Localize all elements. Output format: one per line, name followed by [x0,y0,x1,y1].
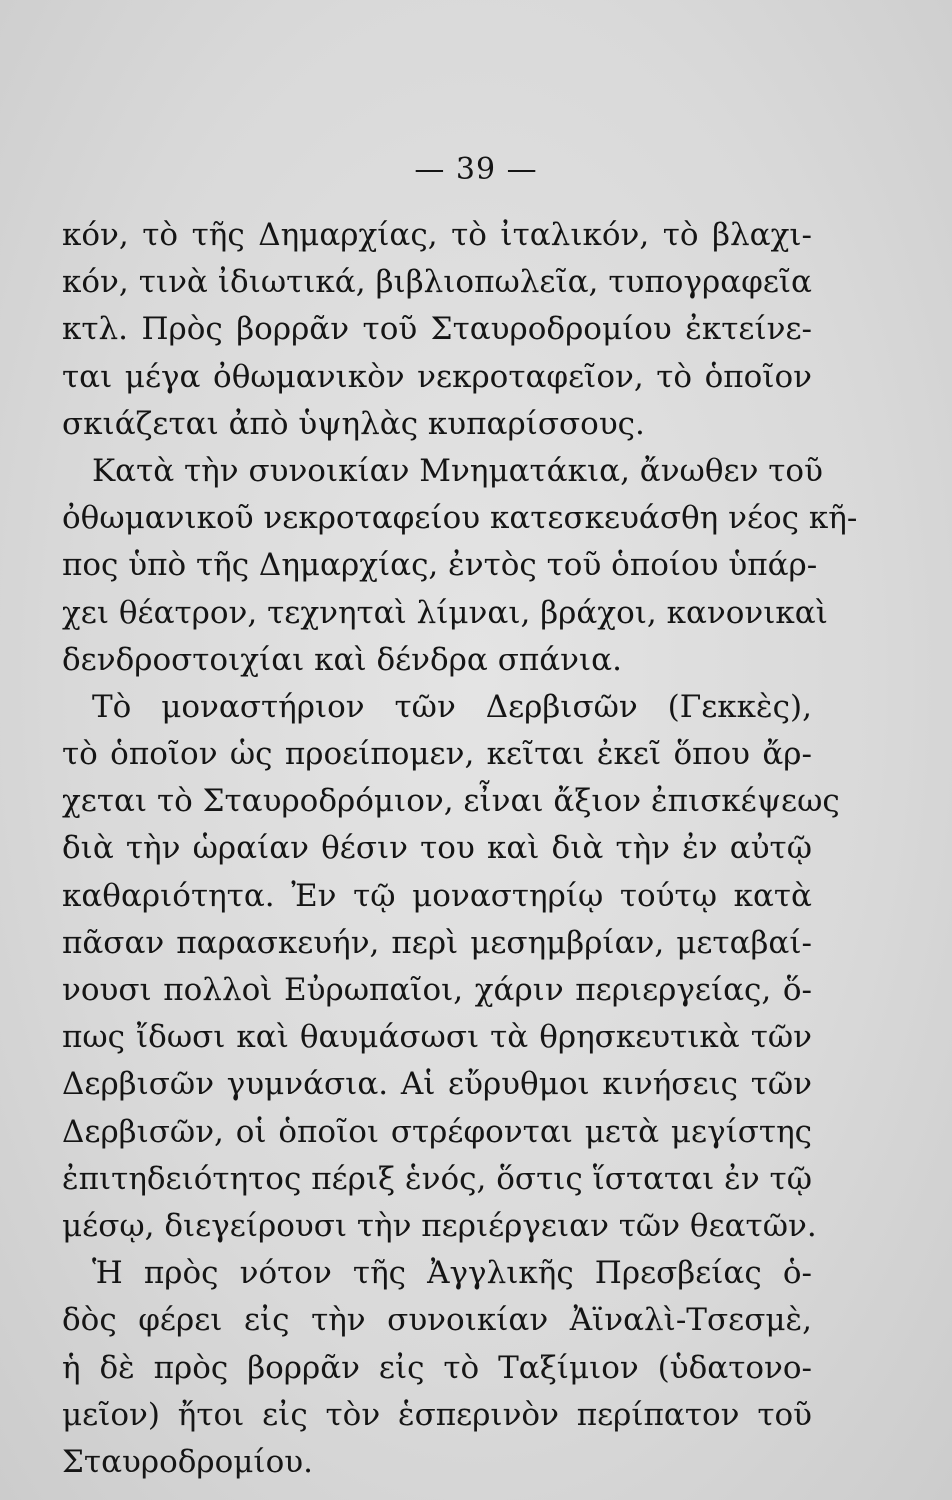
text-line: χεται τὸ Σταυροδρόμιον, εἶναι ἄξιον ἐπισκέψεως [62,783,840,820]
text-line: κτλ. Πρὸς βορρᾶν τοῦ Σταυροδρομίου ἐκτείνε- [62,311,812,348]
text-line: δὸς φέρει εἰς τὴν συνοικίαν Ἀϊναλὶ-Τσεσμὲ, [62,1302,812,1339]
paragraph-start-line: Ἡ πρὸς νότον τῆς Ἀγγλικῆς Πρεσβείας ὁ- [92,1255,812,1292]
text-line: νουσι πολλοὶ Εὐρωπαῖοι, χάριν περιεργείας, ὅ- [62,972,812,1008]
page-number: — 39 — [414,152,538,187]
text-line: διὰ τὴν ὡραίαν θέσιν του καὶ διὰ τὴν ἐν αὐτῷ [62,830,812,867]
text-line: μέσῳ, διεγείρουσι τὴν περιέργειαν τῶν θεατῶν. [62,1207,817,1244]
text-line: κόν, τινὰ ἰδιωτικά, βιβλιοπωλεῖα, τυπογραφεῖα [62,264,812,301]
text-line: χει θέατρον, τεχνηταὶ λίμναι, βράχοι, κανονικαὶ [62,594,828,631]
text-line: Δερβισῶν γυμνάσια. Αἱ εὔρυθμοι κινήσεις τῶν [62,1066,812,1103]
text-line: δενδροστοιχίαι καὶ δένδρα σπάνια. [62,641,622,678]
text-line: ὀθωμανικοῦ νεκροταφείου κατεσκευάσθη νέος κῆ- [62,500,858,537]
paragraph-start-line: Κατὰ τὴν συνοικίαν Μνηματάκια, ἄνωθεν τοῦ [92,452,823,489]
paragraph-start-line: Τὸ μοναστήριον τῶν Δερβισῶν (Γεκκὲς), [92,688,812,725]
text-line: καθαριότητα. Ἐν τῷ μοναστηρίῳ τούτῳ κατὰ [62,877,812,914]
text-line: πως ἴδωσι καὶ θαυμάσωσι τὰ θρησκευτικὰ τῶν [62,1019,812,1056]
text-line: πᾶσαν παρασκευήν, περὶ μεσημβρίαν, μεταβαί- [62,924,812,961]
body-text [62,212,858,1486]
text-line: πος ὑπὸ τῆς Δημαρχίας, ἐντὸς τοῦ ὁποίου ὑπάρ- [62,547,818,584]
text-line: κόν, τὸ τῆς Δημαρχίας, τὸ ἰταλικόν, τὸ βλαχι- [62,217,812,253]
text-line: τὸ ὁποῖον ὡς προείπομεν, κεῖται ἐκεῖ ὅπου ἄρ- [62,736,812,773]
text-line: μεῖον) ἤτοι εἰς τὸν ἑσπερινὸν περίπατον τοῦ [62,1396,812,1433]
text-line: ἐπιτηδειότητος πέριξ ἑνός, ὅστις ἵσταται ἐν τῷ [62,1160,812,1197]
text-line: ται μέγα ὀθωμανικὸν νεκροταφεῖον, τὸ ὁποῖον [62,358,812,395]
text-line: Δερβισῶν, οἱ ὁποῖοι στρέφονται μετὰ μεγίστης [62,1113,812,1150]
text-line: Σταυροδρομίου. [62,1443,313,1480]
text-line: σκιάζεται ἀπὸ ὑψηλὰς κυπαρίσσους. [62,405,645,442]
text-line: ἡ δὲ πρὸς βορρᾶν εἰς τὸ Ταξίμιον (ὑδατονο- [62,1349,812,1386]
